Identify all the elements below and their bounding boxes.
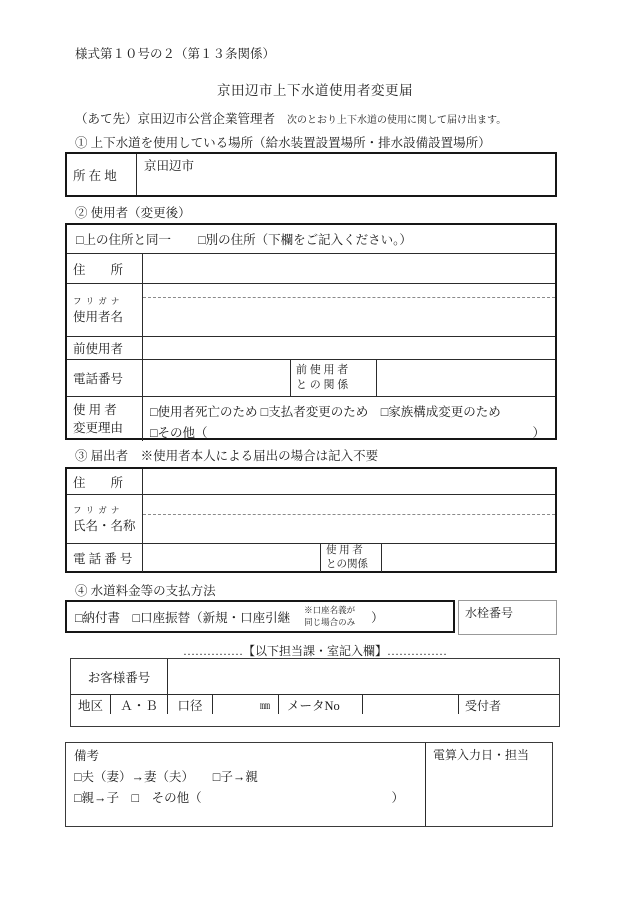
location-value-field: 京田辺市	[144, 159, 195, 173]
payment-options-close-paren: ）	[371, 610, 384, 625]
user-name-label: 使用者名	[73, 310, 124, 324]
computer-entry-cell	[426, 743, 552, 826]
addressee-note: 次のとおり上下水道の使用に関して届け出ます。	[287, 115, 507, 126]
notifier-phone-label: 電 話 番 号	[67, 544, 143, 572]
prev-relation-field	[377, 360, 555, 396]
receptionist-label: 受付者	[465, 699, 502, 713]
caliber-field	[213, 695, 279, 714]
district-value: Ａ・Ｂ	[111, 695, 168, 714]
section1-heading: ① 上下水道を使用している場所（給水装置設置場所・排水設備設置場所）	[75, 136, 491, 150]
address-choice-row	[67, 225, 555, 253]
remarks-line2-suffix: ）	[391, 791, 404, 805]
meter-no-label: メータNo	[279, 695, 363, 714]
addressee-text: （あて先）京田辺市公営企業管理者	[75, 112, 276, 126]
payment-note-line1: ※口座名義が	[304, 605, 356, 616]
payment-checkbox-options: □納付書 □口座振替（新規・口座引継	[75, 610, 291, 625]
same-address-checkbox-option: □上の住所と同一	[76, 233, 172, 247]
notifier-relation-label-line2: との関係	[326, 559, 368, 571]
user-name-field	[143, 284, 555, 336]
prev-relation-label-line2: と の 関 係	[296, 379, 349, 391]
notifier-relation-label-cell	[321, 544, 382, 572]
user-address-field	[143, 254, 555, 283]
notifier-table	[65, 467, 557, 573]
payment-method-box	[65, 600, 455, 633]
meter-no-field	[363, 695, 459, 714]
reason-other-suffix: ）	[532, 426, 545, 440]
district-label: 地区	[71, 695, 111, 714]
user-table	[65, 223, 557, 440]
user-name-label-cell	[67, 284, 143, 336]
addressee-line	[75, 110, 506, 128]
previous-user-label: 前使用者	[67, 337, 143, 359]
reason-checkbox-options: □使用者死亡のため □支払者変更のため □家族構成変更のため	[150, 405, 501, 419]
tap-number-label: 水栓番号	[465, 606, 514, 620]
page-title: 京田辺市上下水道使用者変更届	[217, 83, 413, 98]
notifier-phone-field	[143, 544, 321, 572]
form-number: 様式第１０号の２（第１３条関係）	[75, 47, 276, 61]
notifier-name-label: 氏名・名称	[73, 519, 136, 533]
notifier-address-field	[143, 469, 555, 494]
caliber-label: 口径	[168, 695, 213, 714]
section3-heading: ③ 届出者 ※使用者本人による届出の場合は記入不要	[75, 449, 379, 463]
location-label: 所 在 地	[67, 154, 137, 195]
prev-relation-label-cell	[291, 360, 377, 396]
prev-relation-label-line1: 前 使 用 者	[296, 364, 349, 377]
notifier-furigana-field	[143, 495, 555, 515]
notifier-name-field	[143, 495, 555, 543]
reason-label-line2: 変更理由	[73, 421, 124, 435]
notifier-name-label-cell	[67, 495, 143, 543]
remarks-checkbox-line1: □夫（妻）→妻（夫） □子→親	[74, 770, 258, 784]
reason-label-line1: 使 用 者	[73, 402, 117, 417]
remarks-label: 備考	[74, 749, 100, 763]
location-table	[65, 152, 557, 197]
computer-entry-label: 電算入力日・担当	[433, 748, 530, 762]
user-phone-field	[143, 360, 291, 396]
notifier-furigana-label: フ リ ガ ナ	[73, 505, 121, 515]
notifier-address-label: 住 所	[67, 469, 143, 494]
user-furigana-field	[143, 284, 555, 298]
tap-number-box	[458, 600, 557, 635]
reason-options-cell	[143, 397, 555, 441]
user-furigana-label: フ リ ガ ナ	[73, 296, 121, 306]
previous-user-field	[143, 337, 555, 359]
payment-note-line2: 同じ場合のみ	[304, 616, 356, 627]
notifier-relation-field	[382, 544, 555, 572]
office-table	[70, 658, 560, 727]
remarks-line2-prefix: □親→子 □ その他（	[74, 791, 202, 805]
remarks-table	[65, 742, 553, 827]
notifier-relation-label-line1: 使 用 者	[326, 545, 363, 556]
payment-note	[304, 605, 355, 627]
different-address-checkbox-option: □別の住所（下欄をご記入ください。）	[198, 233, 412, 247]
reason-other-prefix: □その他（	[150, 426, 208, 440]
section4-heading: ④ 水道料金等の支払方法	[75, 584, 216, 598]
remarks-cell	[66, 743, 426, 826]
customer-number-label: お客様番号	[71, 659, 168, 694]
caliber-unit: ㎜	[260, 701, 270, 712]
reason-other-line	[150, 423, 545, 441]
customer-number-field	[168, 659, 559, 694]
receptionist-cell	[459, 695, 559, 714]
user-phone-label: 電話番号	[67, 360, 143, 396]
user-address-label: 住 所	[67, 254, 143, 283]
remarks-checkbox-line2	[74, 788, 404, 806]
reason-label-cell	[67, 397, 143, 441]
section2-heading: ② 使用者（変更後）	[75, 206, 191, 220]
office-section-heading: ……………【以下担当課・室記入欄】……………	[182, 644, 447, 658]
